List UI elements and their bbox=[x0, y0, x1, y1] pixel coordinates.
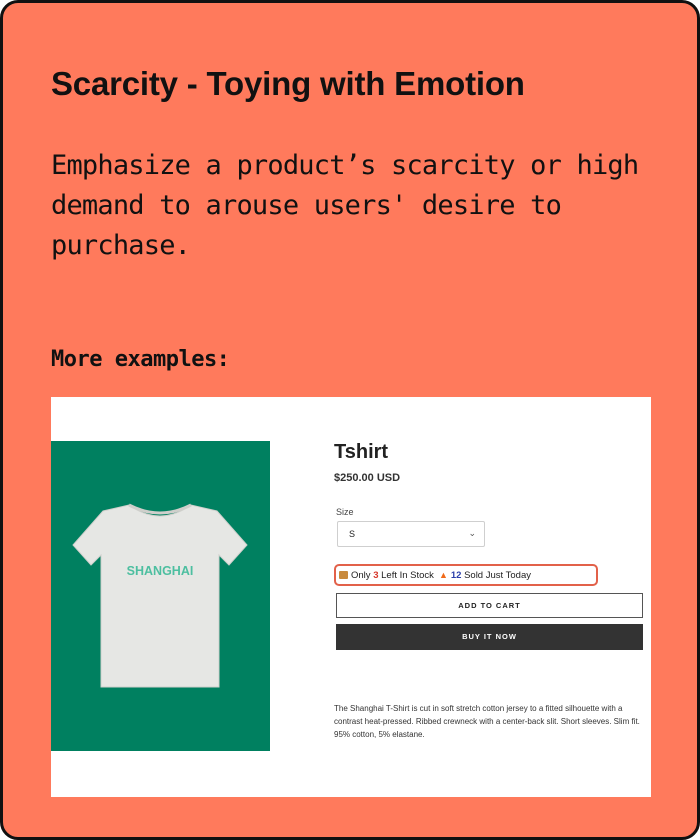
stock-left-text: Left In Stock bbox=[381, 570, 434, 581]
size-label: Size bbox=[336, 507, 354, 517]
fire-icon: ▲ bbox=[438, 570, 448, 580]
card-title: Scarcity - Toying with Emotion bbox=[51, 65, 525, 102]
example-screenshot bbox=[51, 397, 651, 797]
size-select[interactable] bbox=[337, 521, 485, 547]
add-to-cart-button[interactable]: ADD TO CART bbox=[336, 593, 643, 618]
box-icon bbox=[339, 571, 348, 579]
stock-left-count: 3 bbox=[373, 570, 379, 581]
sold-text: Sold Just Today bbox=[464, 570, 531, 581]
card-description: Emphasize a product’s scarcity or high demand to arouse users' desire to purchase. bbox=[51, 150, 639, 261]
sold-count: 12 bbox=[450, 570, 462, 581]
chevron-down-icon: ⌄ bbox=[468, 528, 476, 538]
product-description: The Shanghai T-Shirt is cut in soft stretch cotton jersey to a fitted silhouette with a contrast heat-pressed. Ribbed crewneck with a center-back slit. Short sleeves. Slim fit. 95% cotton, 5% elastane. bbox=[334, 704, 640, 739]
buy-it-now-button[interactable]: BUY IT NOW bbox=[336, 624, 643, 650]
tshirt-illustration bbox=[51, 441, 270, 751]
size-select-value: S bbox=[349, 529, 356, 539]
stock-prefix: Only bbox=[351, 570, 371, 581]
more-examples-label: More examples: bbox=[51, 347, 230, 372]
stock-scarcity-banner bbox=[334, 564, 598, 586]
product-price: $250.00 USD bbox=[334, 472, 401, 484]
product-image bbox=[51, 441, 270, 751]
product-title: Tshirt bbox=[334, 441, 389, 463]
tshirt-print-text: SHANGHAI bbox=[126, 564, 194, 578]
